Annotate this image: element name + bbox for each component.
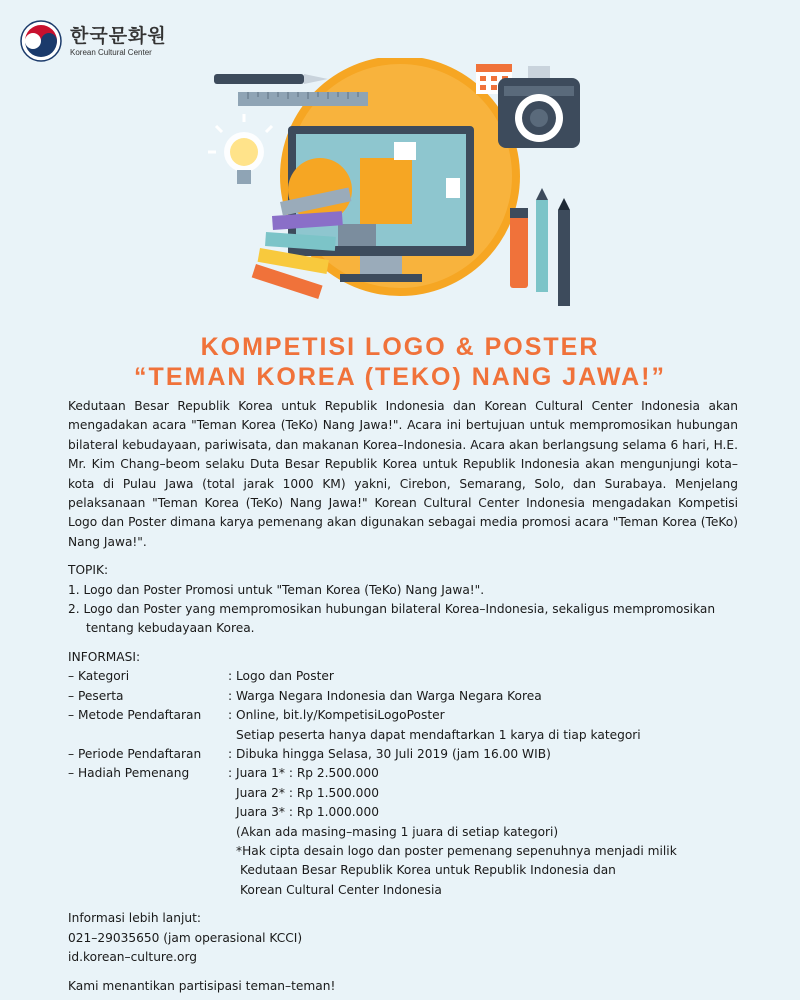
topik-item: 2. Logo dan Poster yang mempromosikan hubungan bilateral Korea–Indonesia, sekaligus mempromosikan tentang kebudayaan Korea. [68,602,716,636]
title-line-2: “TEMAN KOREA (TEKO) NANG JAWA!” [134,363,666,391]
info-row-hadiah [68,764,738,783]
topik-heading: TOPIK: [68,563,109,578]
info-label: – Periode Pendaftaran [68,746,202,761]
info-label: – Kategori [68,669,130,684]
lightbulb-icon [208,114,272,184]
taegeuk-icon [20,20,62,62]
info-label: – Hadiah Pemenang [68,766,190,781]
lanjut-heading: Informasi lebih lanjut: [68,911,201,926]
marker-icon [510,208,528,288]
hak-cipta-line-1: *Hak cipta desain logo dan poster pemenang sepenuhnya menjadi milik [236,843,677,858]
contact-phone: 021–29035650 (jam operasional KCCI) [68,930,303,945]
kcc-logo [20,20,167,62]
content [68,397,738,997]
metode-note: Setiap peserta hanya dapat mendaftarkan 1 karya di tiap kategori [236,727,641,742]
hero-illustration [200,58,600,318]
info-label: – Metode Pendaftaran [68,708,202,723]
logo-english-text: Korean Cultural Center [70,47,152,57]
camera-icon [498,66,580,148]
closing-text: Kami menantikan partisipasi teman–teman! [68,979,336,994]
pen-icon [558,198,570,306]
info-value: : Juara 1* : Rp 2.500.000 [228,766,379,781]
topik-list [68,581,738,639]
info-label: – Peserta [68,688,124,703]
info-row-kategori [68,667,738,686]
info-value: : Logo dan Poster [228,669,334,684]
topik-item: 1. Logo dan Poster Promosi untuk "Teman Korea (TeKo) Nang Jawa!". [68,582,485,597]
intro-paragraph: Kedutaan Besar Republik Korea untuk Republik Indonesia dan Korean Cultural Center Indonesia akan mengadakan acara "Teman Korea (TeKo) Nang Jawa!". Acara ini bertujuan untuk mempromosikan hubungan bilateral kebudayaan, pariwisata, dan makanan Korea–Indonesia. Acara akan berlangsung selama 6 hari, H.E. Mr. Kim Chang–beom selaku Duta Besar Republik Korea untuk Republik Indonesia akan mengunjungi kota–kota di Pulau Jawa (total jarak 1000 KM) yakni, Cirebon, Semarang, Solo, dan Surabaya. Menjelang pelaksanaan "Teman Korea (TeKo) Nang Jawa!" Korean Cultural Center Indonesia mengadakan Kompetisi Logo dan Poster dimana karya pemenang akan digunakan sebagai media promosi acara "Teman Korea (TeKo) Nang Jawa!". [68,399,738,549]
contact-website: id.korean–culture.org [68,949,198,964]
hadiah-juara-3: Juara 3* : Rp 1.000.000 [236,805,379,820]
informasi-heading: INFORMASI: [68,649,141,664]
cutter-icon [214,74,328,84]
hadiah-juara-2: Juara 2* : Rp 1.500.000 [236,785,379,800]
info-row-metode [68,706,738,725]
info-row-periode [68,745,738,764]
info-value: : Warga Negara Indonesia dan Warga Negara Korea [228,688,542,703]
logo-korean-text: 한국문화원 [70,24,167,47]
info-value: : Online, bit.ly/KompetisiLogoPoster [228,708,445,723]
hadiah-note: (Akan ada masing–masing 1 juara di setiap kategori) [236,824,559,839]
title-line-1: KOMPETISI LOGO & POSTER [200,333,600,361]
info-row-peserta [68,687,738,706]
pencil-icon [536,188,548,292]
info-value: : Dibuka hingga Selasa, 30 Juli 2019 (jam 16.00 WIB) [228,746,551,761]
hak-cipta-line-2: Kedutaan Besar Republik Korea untuk Republik Indonesia dan [240,863,616,878]
hak-cipta-line-3: Korean Cultural Center Indonesia [240,882,442,897]
